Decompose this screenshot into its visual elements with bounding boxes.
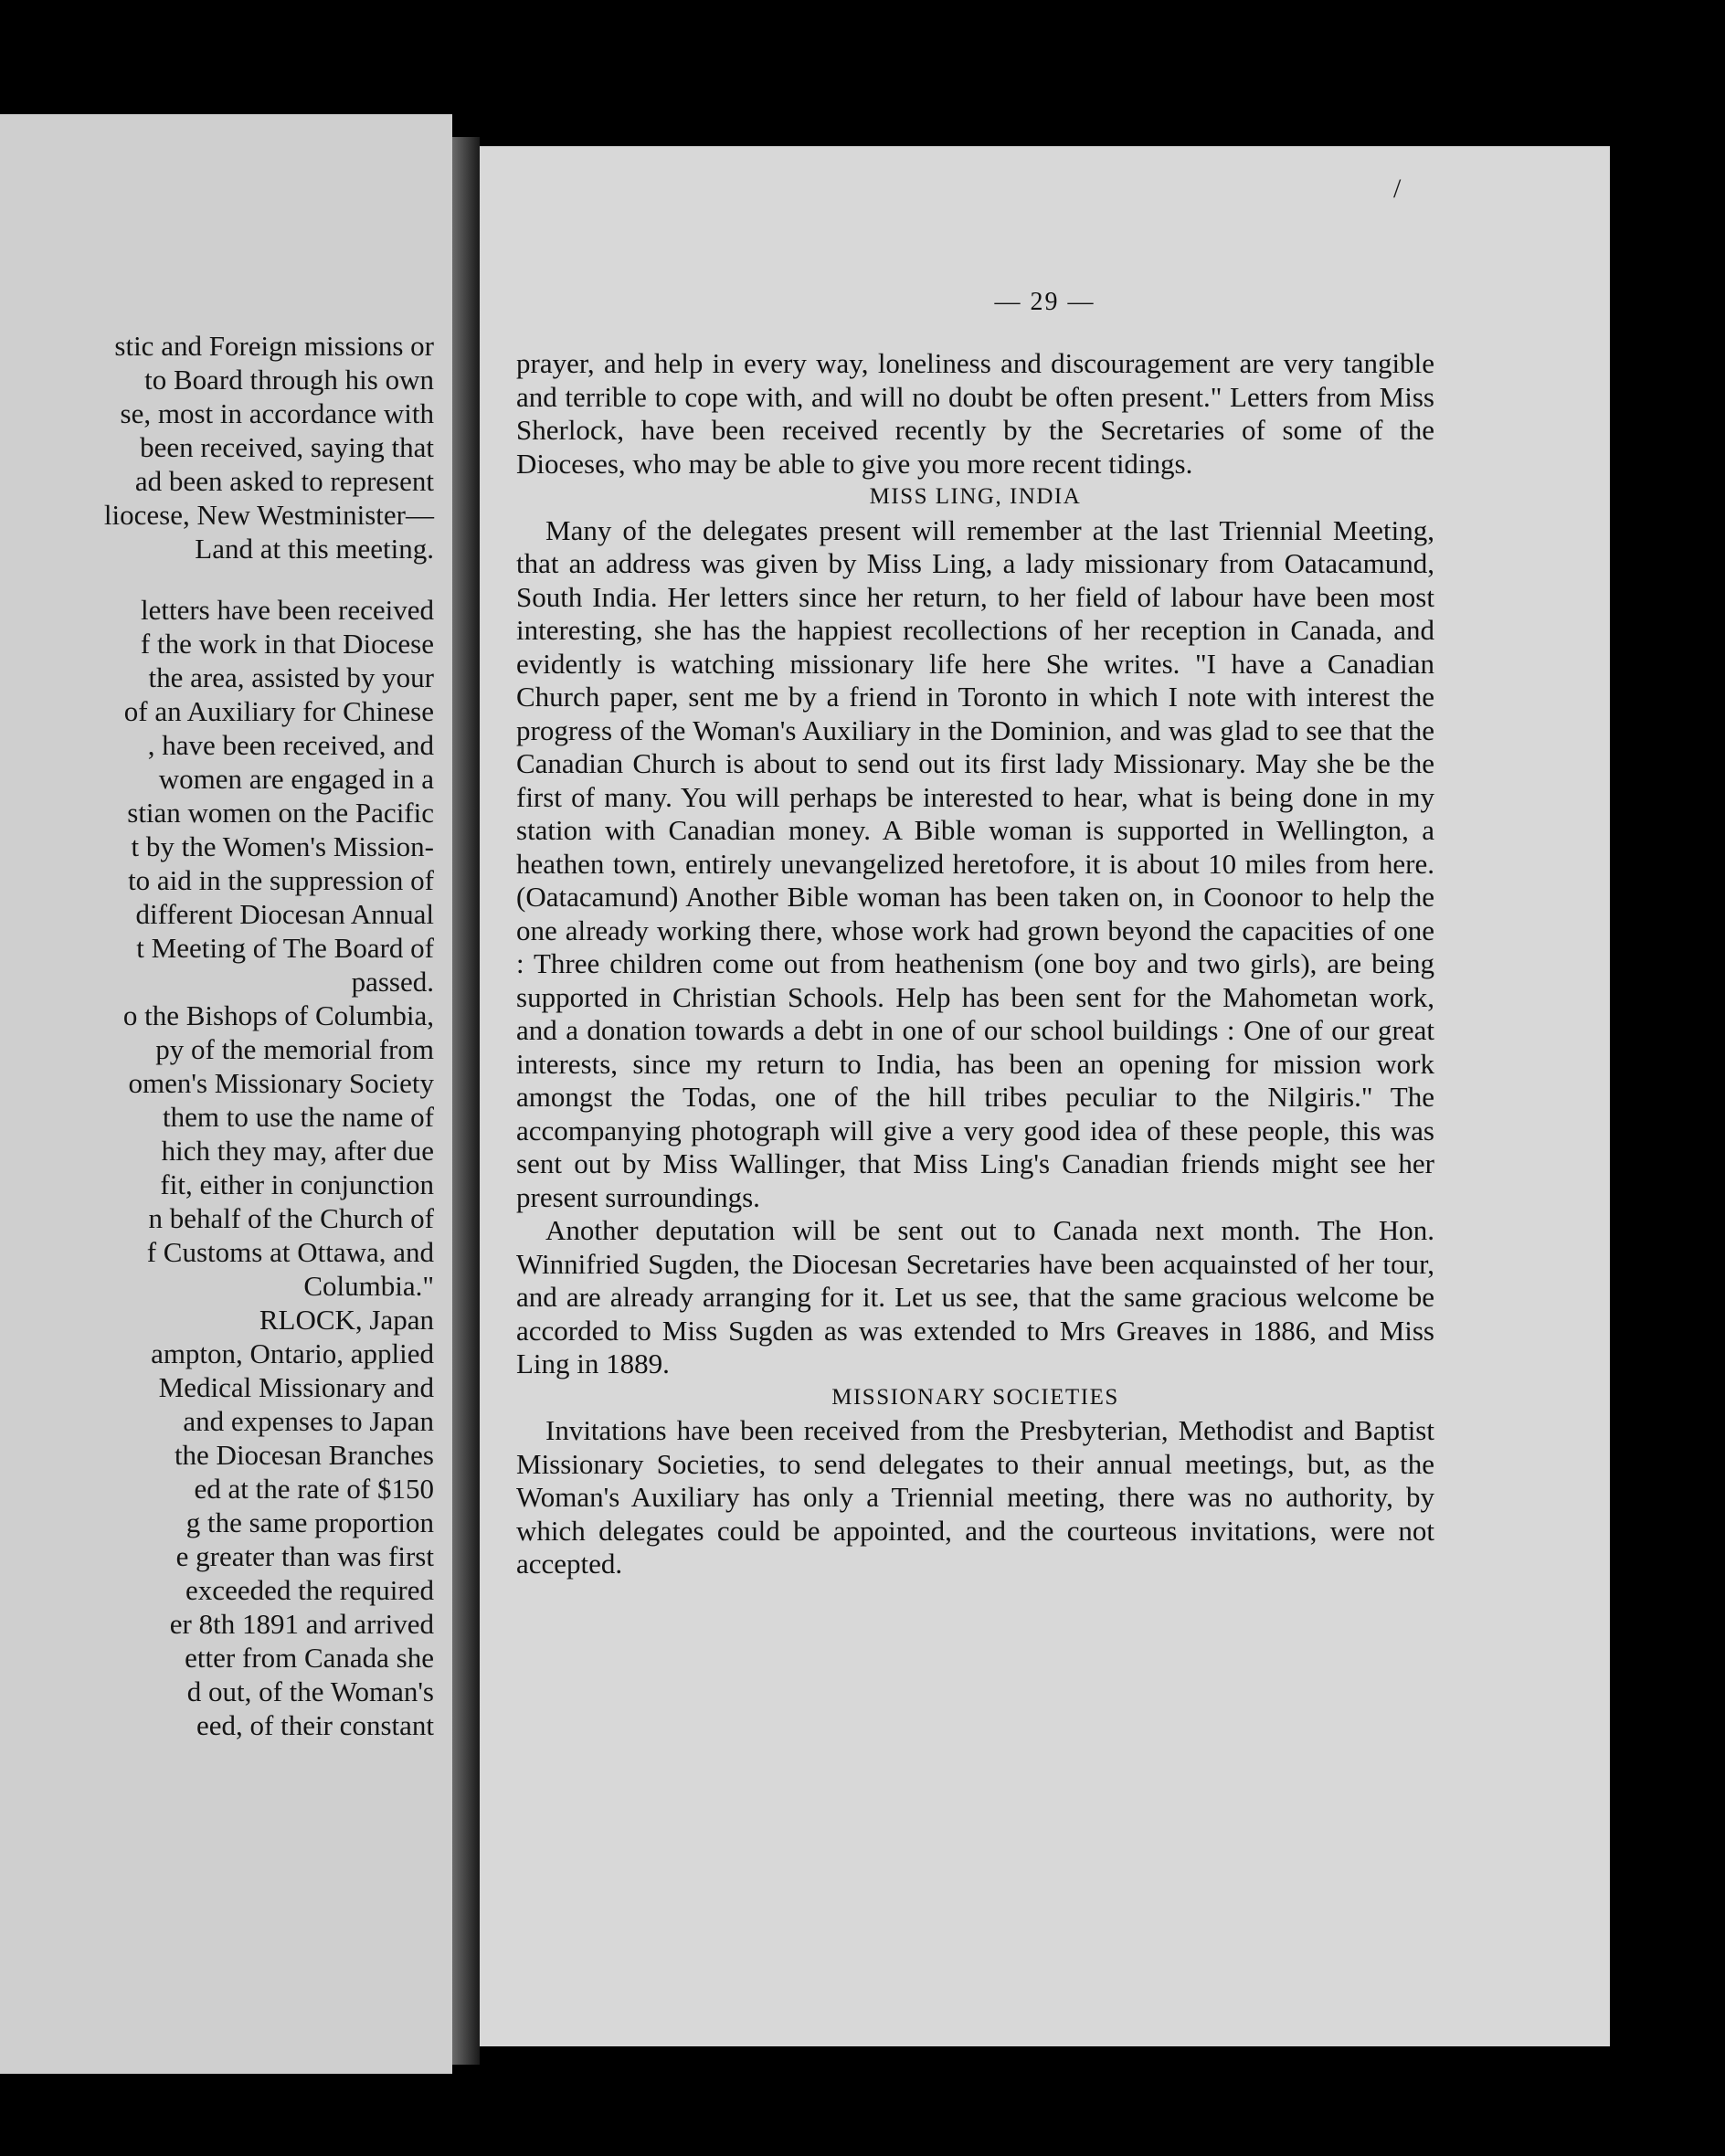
left-page-text (5, 329, 434, 1742)
heading-miss-ling: MISS LING, INDIA (869, 484, 1082, 509)
left-page-line: er 8th 1891 and arrived (169, 1608, 434, 1640)
left-page-line: ed at the rate of $150 (194, 1473, 434, 1505)
left-page-line: ampton, Ontario, applied (151, 1337, 434, 1369)
left-page-line: been received, saying that (140, 431, 434, 463)
left-page-line: to aid in the suppression of (128, 864, 434, 896)
left-page-line: exceeded the required (185, 1574, 434, 1606)
left-page-line: hich they may, after due (161, 1135, 434, 1167)
page-number: — 29 — (994, 288, 1095, 316)
left-page-line: d out, of the Woman's (186, 1675, 434, 1707)
left-page-line: the Diocesan Branches (174, 1439, 434, 1471)
left-page-line: f Customs at Ottawa, and (146, 1236, 434, 1268)
left-page-line: eed, of their constant (196, 1709, 434, 1741)
left-page-line: e greater than was first (175, 1540, 434, 1572)
left-page-line: fit, either in conjunction (160, 1168, 434, 1200)
page-gutter (452, 137, 480, 2065)
heading-missionary-societies: MISSIONARY SOCIETIES (831, 1384, 1119, 1410)
left-page-line: RLOCK, Japan (259, 1304, 434, 1336)
left-page-line: stic and Foreign missions or (114, 330, 434, 362)
left-page-line: Columbia." (303, 1270, 434, 1302)
right-page (480, 146, 1610, 2046)
left-page-line: to Board through his own (144, 364, 434, 396)
left-page-line: different Diocesan Annual (135, 898, 434, 930)
left-page-line: py of the memorial from (155, 1033, 434, 1065)
paragraph-continuation: prayer, and help in every way, loneliness and discouragement are very tangible and terrible to cope with, and will no doubt be often present." Letters from Miss Sherlock, have been received recently by the Secretaries of some of the Dioceses, who may be able to give you more recent tidings. (516, 347, 1434, 480)
stray-mark: / (1393, 174, 1402, 204)
left-page-line: g the same proportion (185, 1506, 434, 1538)
left-page-line: of an Auxiliary for Chinese (123, 695, 434, 727)
left-page-line: ad been asked to represent (134, 465, 434, 497)
left-page-line: etter from Canada she (185, 1642, 434, 1674)
left-page-line: stian women on the Pacific (127, 797, 434, 829)
left-page-line: t by the Women's Mission- (131, 830, 434, 862)
left-page-line: omen's Missionary Society (128, 1067, 434, 1099)
paragraph-miss-ling: Many of the delegates present will remember at the last Triennial Meeting, that an address was given by Miss Ling, a lady missionary from Oatacamund, South India. Her letters since her return, to her field of labour have been most interesting, she has the happiest recollections of her reception in Canada, and evidently is watching missionary life here She writes. "I have a Canadian Church paper, sent me by a friend in Toronto in which I note with interest the progress of the Woman's Auxiliary in the Dominion, and was glad to see that the Canadian Church is about to send out its first lady Missionary. May she be the first of many. You will perhaps be interested to hear, what is being done in my station with Canadian money. A Bible woman is supported in Wellington, a heathen town, entirely unevangelized heretofore, it is about 10 miles from here. (Oatacamund) Another Bible woman has been taken on, in Coonoor to help the one already working there, whose work had grown beyond the capacities of one : Three children come out from heathenism (one boy and two girls), are being supported in Christian Schools. Help has been sent for the Mahometan work, and a donation towards a debt in one of our school buildings : One of our great interests, since my return to India, has been an opening for mission work amongst the Todas, one of the hill tribes peculiar to the Nilgiris." The accompanying photograph will give a very good idea of these people, this was sent out by Miss Wallinger, that Miss Ling's Canadian friends might see her present surroundings. (516, 513, 1434, 1213)
left-page-line: o the Bishops of Columbia, (122, 999, 434, 1031)
left-page-line: them to use the name of (163, 1101, 434, 1133)
left-page-line: n behalf of the Church of (148, 1202, 434, 1234)
left-page-line: liocese, New Westminister— (103, 499, 434, 531)
left-page-line: se, most in accordance with (120, 397, 434, 429)
left-page-line: Land at this meeting. (195, 533, 434, 565)
left-page-line: f the work in that Diocese (140, 628, 434, 660)
left-page-line: passed. (351, 966, 434, 998)
left-page (0, 114, 452, 2074)
left-page-line: letters have been received (140, 594, 434, 626)
page-body (516, 347, 1434, 1581)
left-page-line: Medical Missionary and (158, 1371, 434, 1403)
left-page-line: and expenses to Japan (183, 1405, 434, 1437)
left-page-line: women are engaged in a (158, 763, 434, 795)
left-page-line (5, 565, 434, 593)
paragraph-missionary-societies: Invitations have been received from the Presbyterian, Methodist and Baptist Missionary Societies, to send delegates to their annual meetings, but, as the Woman's Auxiliary has only a Triennial meeting, there was no authority, by which delegates could be appointed, and the courteous invitations, were not accepted. (516, 1414, 1434, 1580)
left-page-line: t Meeting of The Board of (136, 932, 434, 964)
left-page-line: the area, assisted by your (148, 661, 434, 693)
paragraph-deputation: Another deputation will be sent out to Canada next month. The Hon. Winnifried Sugden, the Diocesan Secretaries have been acquainsted of her tour, and are already arranging for it. Let us see, that the same gracious welcome be accorded to Miss Sugden as was extended to Mrs Greaves in 1886, and Miss Ling in 1889. (516, 1214, 1434, 1379)
left-page-line: , have been received, and (147, 729, 434, 761)
